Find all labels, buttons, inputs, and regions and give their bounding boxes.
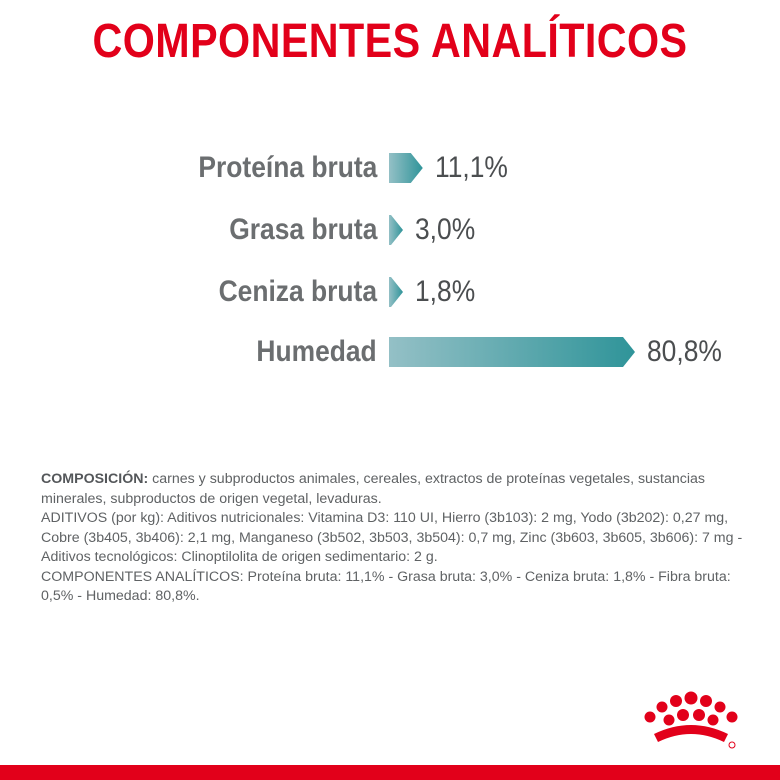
composition-ingredients: carnes y subproductos animales, cereales, extractos de proteínas vegetales, sustancias minerales, subproductos de origen vegetal, levaduras. <box>41 471 705 507</box>
category-label: Ceniza bruta <box>218 275 377 308</box>
bar-2 <box>389 277 403 307</box>
page-title: COMPONENTES ANALÍTICOS <box>92 15 688 68</box>
royal-canin-crown-icon <box>638 690 744 752</box>
composition-lead: COMPOSICIÓN: <box>41 471 149 487</box>
category-label: Humedad <box>256 335 377 368</box>
bar-3 <box>389 337 635 367</box>
composition-paragraph <box>41 470 746 509</box>
category-label: Proteína bruta <box>198 151 377 184</box>
nutrient-bar-chart <box>0 130 780 400</box>
bar-1 <box>389 215 403 245</box>
bar-0 <box>389 153 423 183</box>
value-label: 80,8% <box>647 335 722 368</box>
analytical-components-paragraph: COMPONENTES ANALÍTICOS: Proteína bruta: 11,1% - Grasa bruta: 3,0% - Ceniza bruta: 1,8% - Fibra bruta: 0,5% - Humedad: 80,8%. <box>41 568 731 604</box>
value-label: 3,0% <box>415 213 476 246</box>
additives-paragraph: ADITIVOS (por kg): Aditivos nutricionales: Vitamina D3: 110 UI, Hierro (3b103): 2 mg, Yodo (3b202): 0,27 mg, Cobre (3b405, 3b406): 2,1 mg, Manganeso (3b502, 3b503, 3b504): 0,7 mg, Zinc (3b603, 3b605, 3b606): 7 mg - Aditivos tecnológicos: Clinoptilolita de origen sedimentario: 2 g. <box>41 510 743 565</box>
value-label: 11,1% <box>434 151 508 184</box>
composition-text <box>41 470 746 607</box>
value-label: 1,8% <box>415 275 476 308</box>
footer-bar <box>0 765 780 780</box>
category-label: Grasa bruta <box>228 213 377 246</box>
